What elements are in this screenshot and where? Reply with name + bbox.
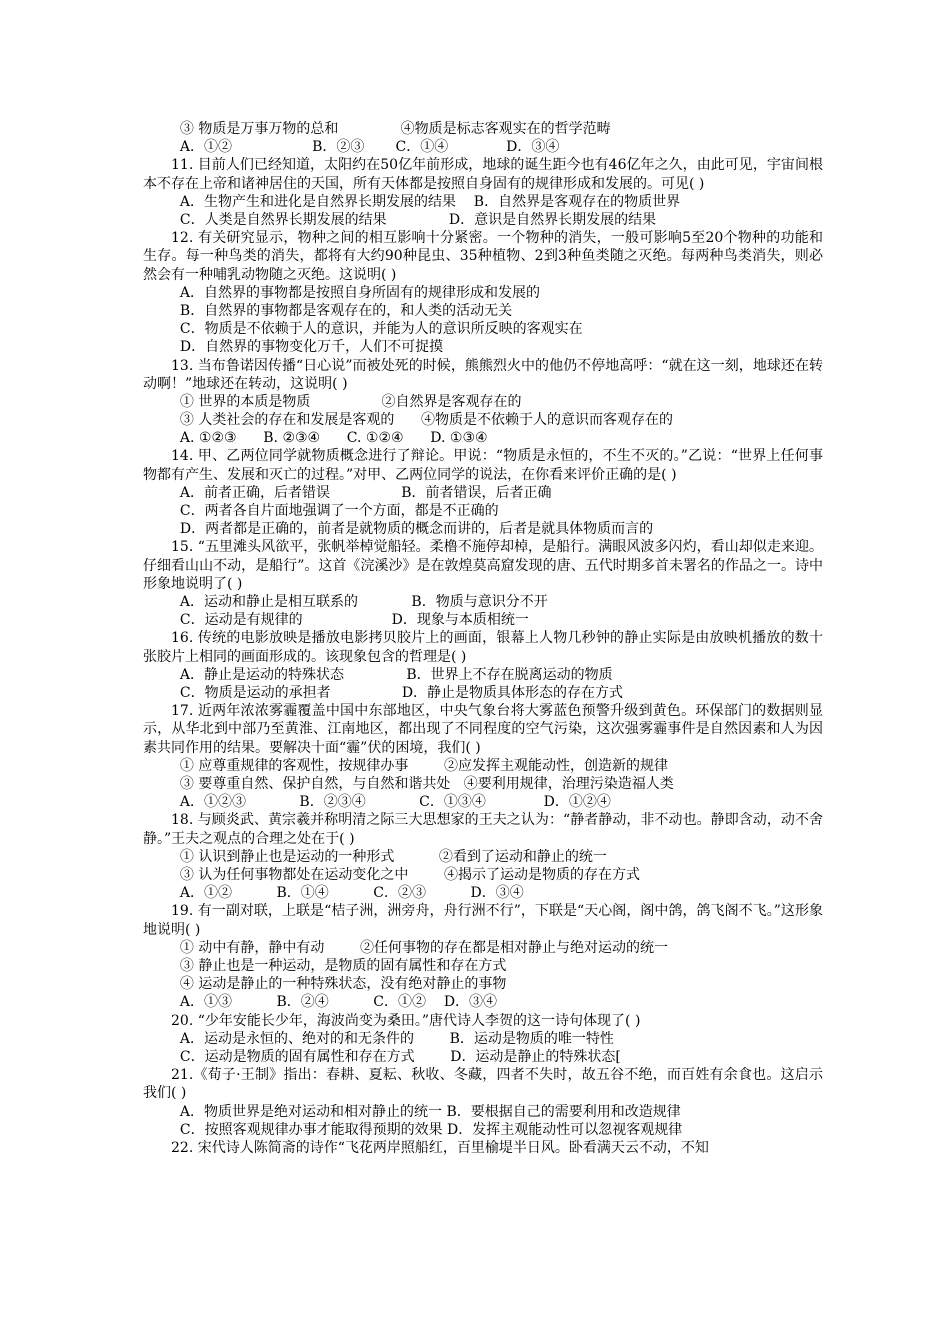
- option-line: ③ 物质是万事万物的总和 ④物质是标志客观实在的哲学范畴: [171, 121, 611, 137]
- question-12: 12. 有关研究显示，物种之间的相互影响十分紧密。一个物种的消失，一般可影响5至20个物种的功能和生存。每一种鸟类的消失，都将有大约90种昆虫、35种植物、2到3种鱼类随之灭绝。每两种鸟类消失，则必然会有一种哺乳动物随之灭绝。这说明( ): [143, 230, 823, 283]
- option-line: ③ 静止也是一种运动，是物质的固有属性和存在方式: [171, 957, 507, 974]
- question-14: 14. 甲、乙两位同学就物质概念进行了辩论。甲说：“物质是永恒的，不生不灭的。”乙说：“世界上任何事物都有产生、发展和灭亡的过程。”对甲、乙两位同学的说法，在你看来评价正确的是( ): [143, 448, 823, 483]
- question-18: 18. 与顾炎武、黄宗羲并称明清之际三大思想家的王夫之认为：“静者静动，非不动也。静即含动，动不舍静。”王夫之观点的合理之处在于( ): [143, 812, 823, 847]
- answer-choice: B．自然界的事物都是客观存在的，和人类的活动无关: [171, 302, 513, 319]
- option-line: ① 世界的本质是物质 ②自然界是客观存在的: [171, 393, 522, 410]
- answer-choices: A．前者正确，后者错误 B．前者错误，后者正确: [171, 484, 552, 501]
- answer-choices: A．运动和静止是相互联系的 B．物质与意识分不开: [171, 594, 548, 611]
- answer-choices: C．人类是自然界长期发展的结果 D．意识是自然界长期发展的结果: [171, 211, 657, 228]
- answer-choice: C．物质是不依赖于人的意识，并能为人的意识所反映的客观实在: [171, 321, 583, 338]
- option-line: ④ 运动是静止的一种特殊状态，没有绝对静止的事物: [171, 976, 507, 993]
- answer-choices: A．生物产生和进化是自然界长期发展的结果 B．自然界是客观存在的物质世界: [171, 193, 681, 210]
- answer-choices: A．①③ B．②④ C．①② D．③④: [171, 994, 498, 1011]
- option-line: ③ 人类社会的存在和发展是客观的 ④物质是不依赖于人的意识而客观存在的: [171, 412, 674, 429]
- exam-page: [143, 120, 823, 1157]
- option-line: ③ 要尊重自然、保护自然，与自然和谐共处 ④要利用规律，治理污染造福人类: [171, 776, 674, 793]
- answer-choice: C．两者各自片面地强调了一个方面，都是不正确的: [171, 503, 499, 520]
- answer-choices: C．按照客观规律办事才能取得预期的效果 D．发挥主观能动性可以忽视客观规律: [171, 1121, 683, 1138]
- question-21: 21.《荀子·王制》指出：春耕、夏耘、秋收、冬藏，四者不失时，故五谷不绝，而百姓有余食也。这启示我们( ): [143, 1067, 823, 1102]
- answer-choice: D．两者都是正确的，前者是就物质的概念而讲的，后者是就具体物质而言的: [171, 521, 654, 538]
- answer-choices: A．静止是运动的特殊状态 B．世界上不存在脱离运动的物质: [171, 666, 613, 683]
- answer-choices: A. ①②③ B. ②③④ C. ①②④ D. ①③④: [171, 430, 488, 447]
- option-line: ① 动中有静，静中有动 ②任何事物的存在都是相对静止与绝对运动的统一: [171, 939, 668, 956]
- answer-choices: A．运动是永恒的、绝对的和无条件的 B．运动是物质的唯一特性: [171, 1030, 614, 1047]
- answer-choices: A．物质世界是绝对运动和相对静止的统一 B．要根据自己的需要利用和改造规律: [171, 1103, 681, 1120]
- answer-choices: A．①② B．①④ C．②③ D．③④: [171, 885, 524, 902]
- answer-choice: A．自然界的事物都是按照自身所固有的规律形成和发展的: [171, 284, 541, 301]
- question-16: 16. 传统的电影放映是播放电影拷贝胶片上的画面，银幕上人物几秒钟的静止实际是由放映机播放的数十张胶片上相同的画面形成的。该现象包含的哲理是( ): [143, 630, 823, 665]
- question-19: 19. 有一副对联，上联是“桔子洲，洲旁舟，舟行洲不行”，下联是“天心阁，阁中鸽，鸽飞阁不飞。”这形象地说明( ): [143, 903, 823, 938]
- question-13: 13. 当布鲁诺因传播“日心说”而被处死的时候，熊熊烈火中的他仍不停地高呼：“就在这一刻，地球还在转动啊！”地球还在转动，这说明( ): [143, 357, 823, 392]
- answer-choices: C．运动是物质的固有属性和存在方式 D．运动是静止的特殊状态[: [171, 1048, 621, 1065]
- question-22: 22. 宋代诗人陈简斋的诗作“飞花两岸照船红，百里榆堤半日风。卧看满天云不动，不知: [171, 1139, 709, 1156]
- question-15: 15. “五里滩头风欲平，张帆举棹觉船轻。柔橹不施停却棹，是船行。满眼风波多闪灼，看山却似走来迎。仔细看山山不动，是船行”。这首《浣溪沙》是在敦煌莫高窟发现的唐、五代时期多首未署名的作品之一。诗中形象地说明了( ): [143, 539, 823, 592]
- question-20: 20. “少年安能长少年，海波尚变为桑田。”唐代诗人李贺的这一诗句体现了( ): [171, 1012, 641, 1029]
- question-17: 17. 近两年浓浓雾霾覆盖中国中东部地区，中央气象台将大雾蓝色预警升级到黄色。环保部门的数据则显示，从华北到中部乃至黄淮、江南地区，都出现了不同程度的空气污染，这次强雾霾事件是自然因素和人为因素共同作用的结果。要解决十面“霾”伏的困境，我们( ): [143, 703, 823, 756]
- option-line: ① 应尊重规律的客观性，按规律办事 ②应发挥主观能动性，创造新的规律: [171, 757, 668, 774]
- answer-choices: C．运动是有规律的 D．现象与本质相统一: [171, 612, 529, 629]
- answer-choices: A．①②③ B．②③④ C．①③④ D．①②④: [171, 794, 611, 811]
- answer-choice: D．自然界的事物变化万千，人们不可捉摸: [171, 339, 444, 356]
- option-line: ③ 认为任何事物都处在运动变化之中 ④揭示了运动是物质的存在方式: [171, 866, 640, 883]
- answer-choices: A．①② B．②③ C．①④ D．③④: [171, 139, 560, 156]
- answer-choices: C．物质是运动的承担者 D．静止是物质具体形态的存在方式: [171, 685, 624, 702]
- question-11: 11. 目前人们已经知道，太阳约在50亿年前形成，地球的诞生距今也有46亿年之久，由此可见，宇宙间根本不存在上帝和诸神居住的天国，所有天体都是按照自身固有的规律形成和发展的。可见( ): [143, 157, 823, 192]
- option-line: ① 认识到静止也是运动的一种形式 ②看到了运动和静止的统一: [171, 848, 607, 865]
